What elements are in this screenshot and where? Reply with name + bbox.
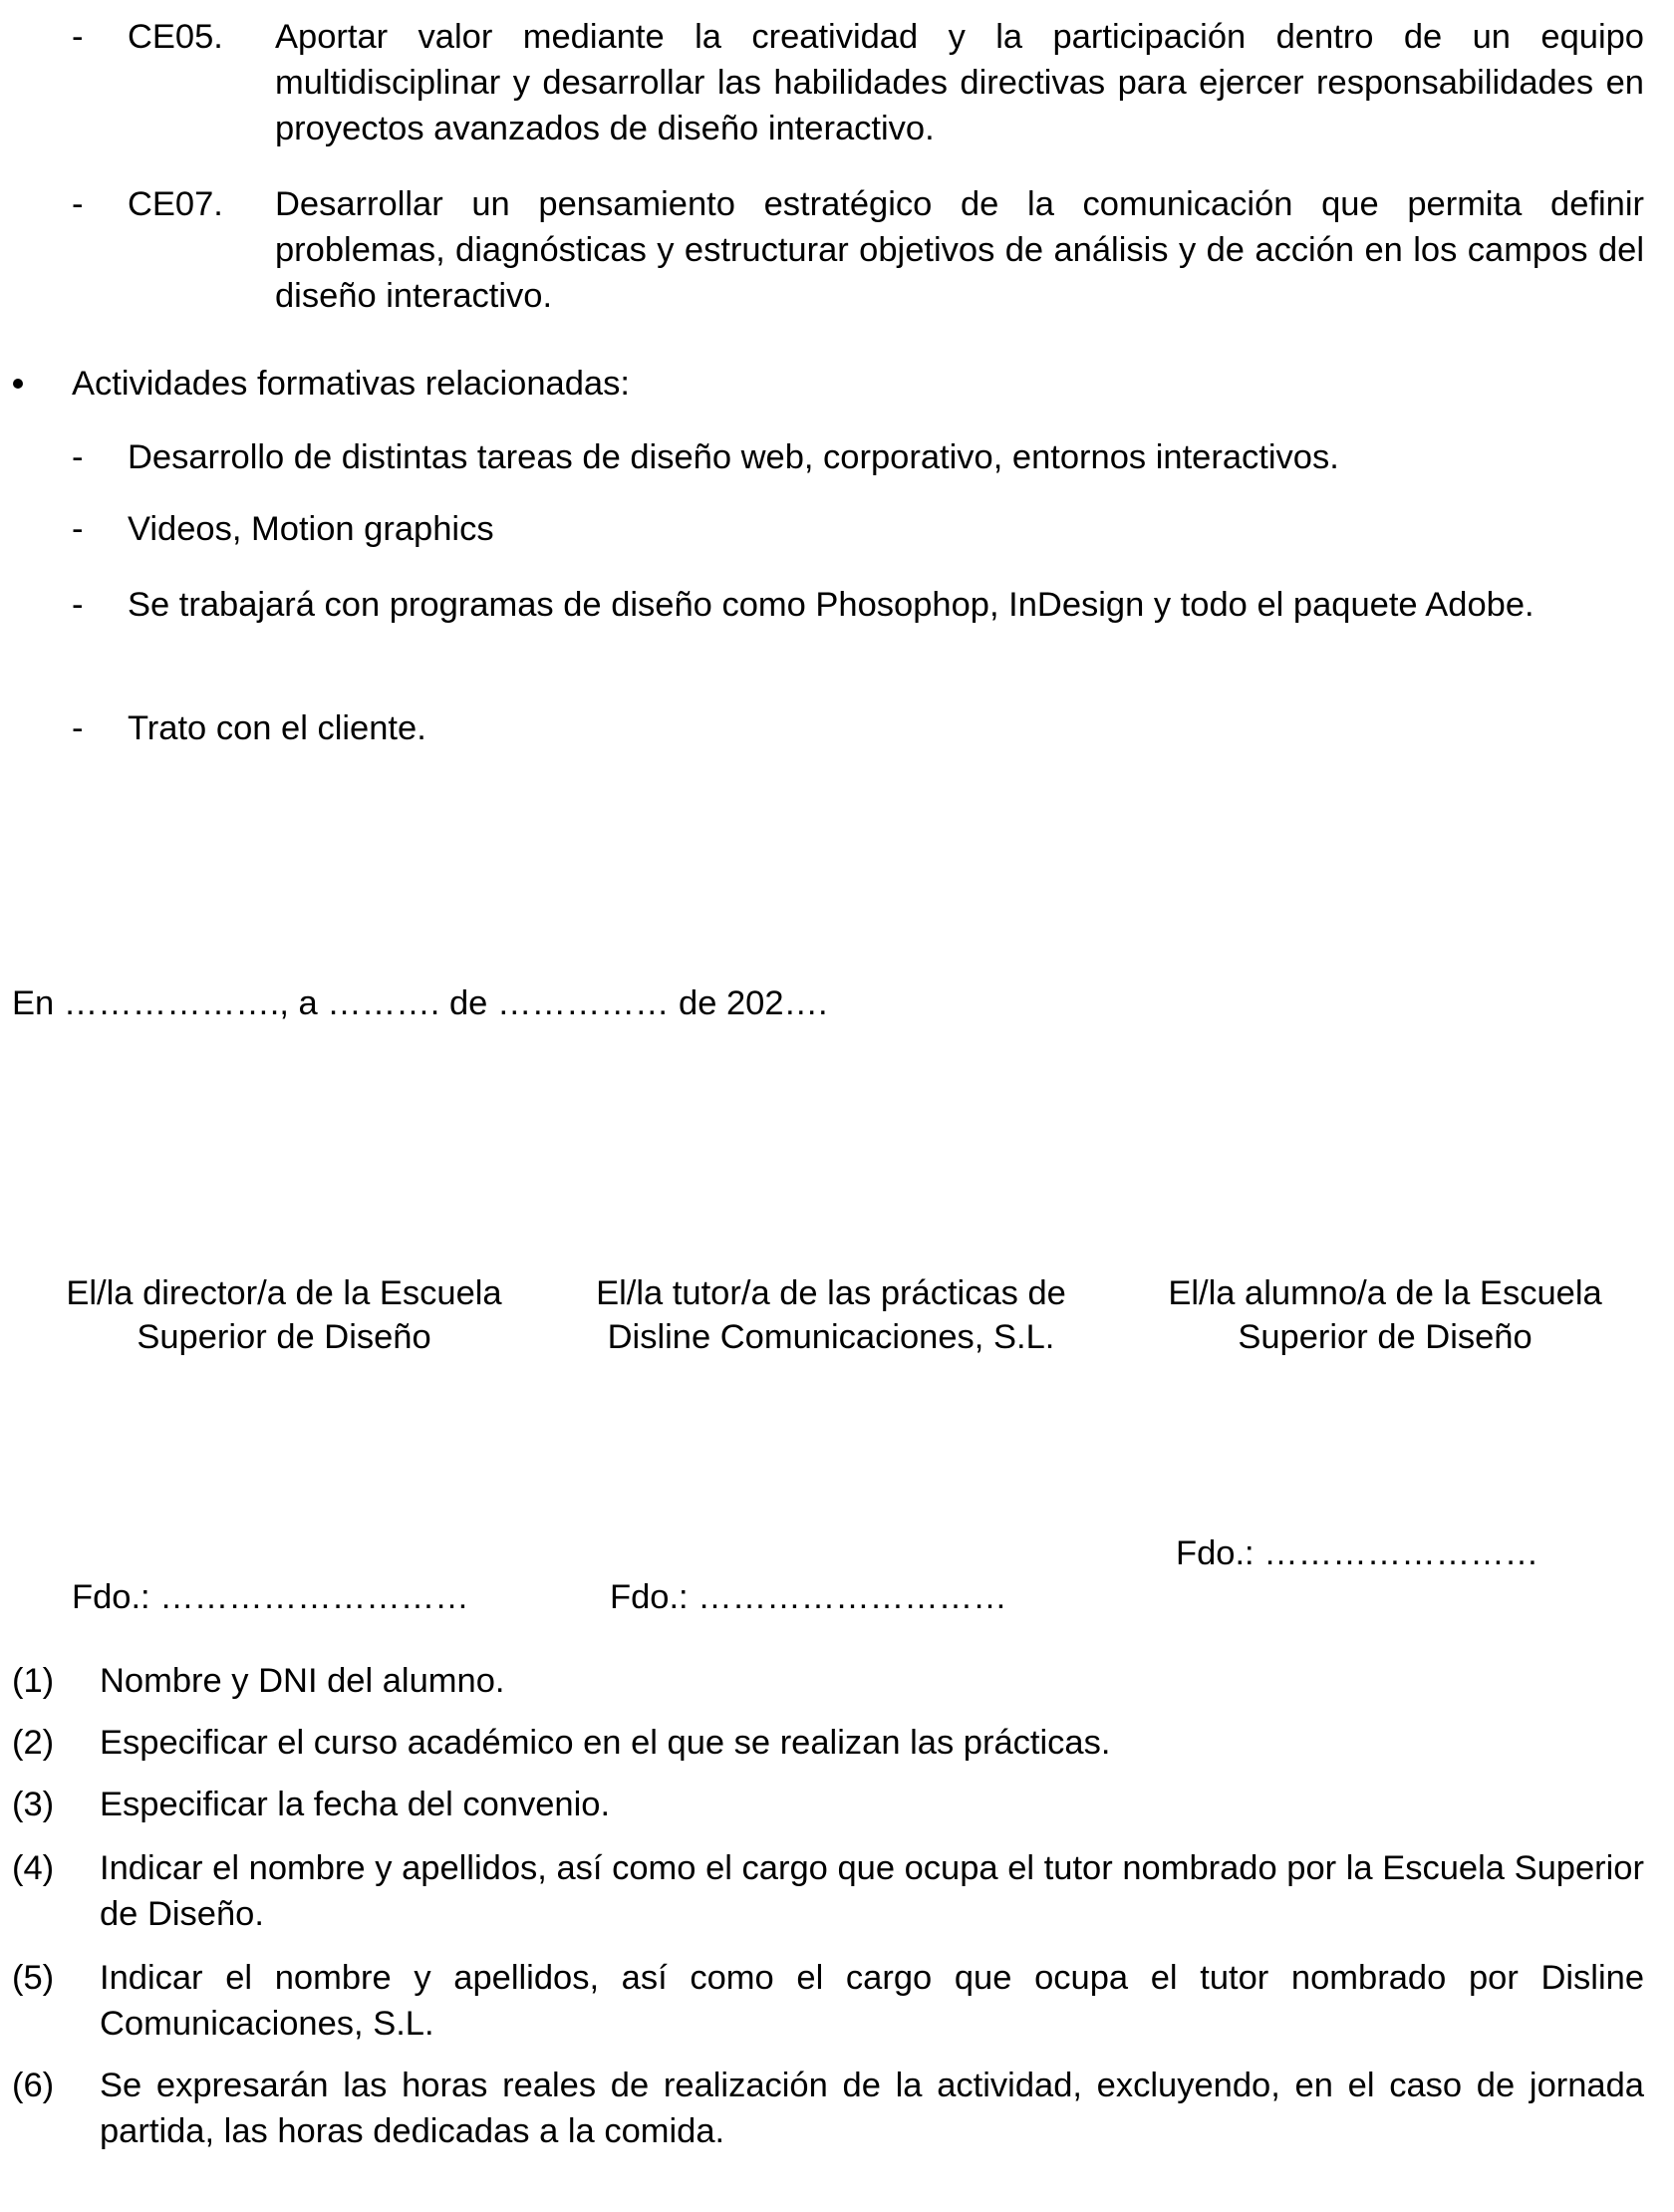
activity-item: Se trabajará con programas de diseño como Phosophop, InDesign y todo el paquete Adobe.	[128, 586, 1534, 624]
dash-marker: -	[72, 185, 84, 223]
note-text: Indicar el nombre y apellidos, así como el cargo que ocupa el tutor nombrado por Disline Comunicaciones, S.L.	[100, 1959, 1644, 2043]
note-number: (3)	[12, 1786, 55, 1823]
note-number: (5)	[12, 1959, 55, 1997]
dash-marker: -	[72, 709, 84, 747]
note-text: Indicar el nombre y apellidos, así como el cargo que ocupa el tutor nombrado por la Escuela Superior de Diseño.	[100, 1849, 1644, 1933]
competency-text: Aportar valor mediante la creatividad y la participación dentro de un equipo multidisciplinar y desarrollar las habilidades directivas para ejercer responsabilidades en proyectos avanzados de diseño interactivo.	[275, 18, 1644, 147]
competency-code: CE07.	[128, 185, 223, 223]
dash-marker: -	[72, 18, 84, 56]
signature-line-student: Fdo.: ……………………	[1176, 1534, 1539, 1572]
dash-marker: -	[72, 438, 84, 476]
bullet-icon	[13, 379, 23, 389]
competency-code: CE05.	[128, 18, 223, 56]
note-text: Especificar el curso académico en el que se realizan las prácticas.	[100, 1724, 1111, 1762]
note-text: Se expresarán las horas reales de realización de la actividad, excluyendo, en el caso de jornada partida, las horas dedicadas a la comida.	[100, 2067, 1644, 2150]
activities-heading: Actividades formativas relacionadas:	[72, 365, 630, 403]
activity-item: Trato con el cliente.	[128, 709, 426, 747]
note-text: Nombre y DNI del alumno.	[100, 1662, 505, 1700]
activity-item: Videos, Motion graphics	[128, 510, 494, 548]
dash-marker: -	[72, 586, 84, 624]
dash-marker: -	[72, 510, 84, 548]
note-number: (4)	[12, 1849, 55, 1887]
note-number: (1)	[12, 1662, 55, 1700]
date-line: En ………………., a ………. de …………… de 202….	[12, 984, 828, 1022]
signature-title-tutor: El/la tutor/a de las prácticas de Disline Comunicaciones, S.L.	[596, 1274, 1066, 1356]
signature-line-director: Fdo.: ………………………	[72, 1578, 469, 1616]
note-number: (6)	[12, 2067, 55, 2104]
signature-title-director: El/la director/a de la Escuela Superior de Diseño	[66, 1274, 502, 1356]
signature-title-student: El/la alumno/a de la Escuela Superior de Diseño	[1168, 1274, 1602, 1356]
note-text: Especificar la fecha del convenio.	[100, 1786, 611, 1823]
competency-text: Desarrollar un pensamiento estratégico de la comunicación que permita definir problemas, diagnósticas y estructurar objetivos de análisis y de acción en los campos del diseño interactivo.	[275, 185, 1644, 315]
signature-line-tutor: Fdo.: ………………………	[610, 1578, 1007, 1616]
note-number: (2)	[12, 1724, 55, 1762]
activity-item: Desarrollo de distintas tareas de diseño web, corporativo, entornos interactivos.	[128, 438, 1339, 476]
